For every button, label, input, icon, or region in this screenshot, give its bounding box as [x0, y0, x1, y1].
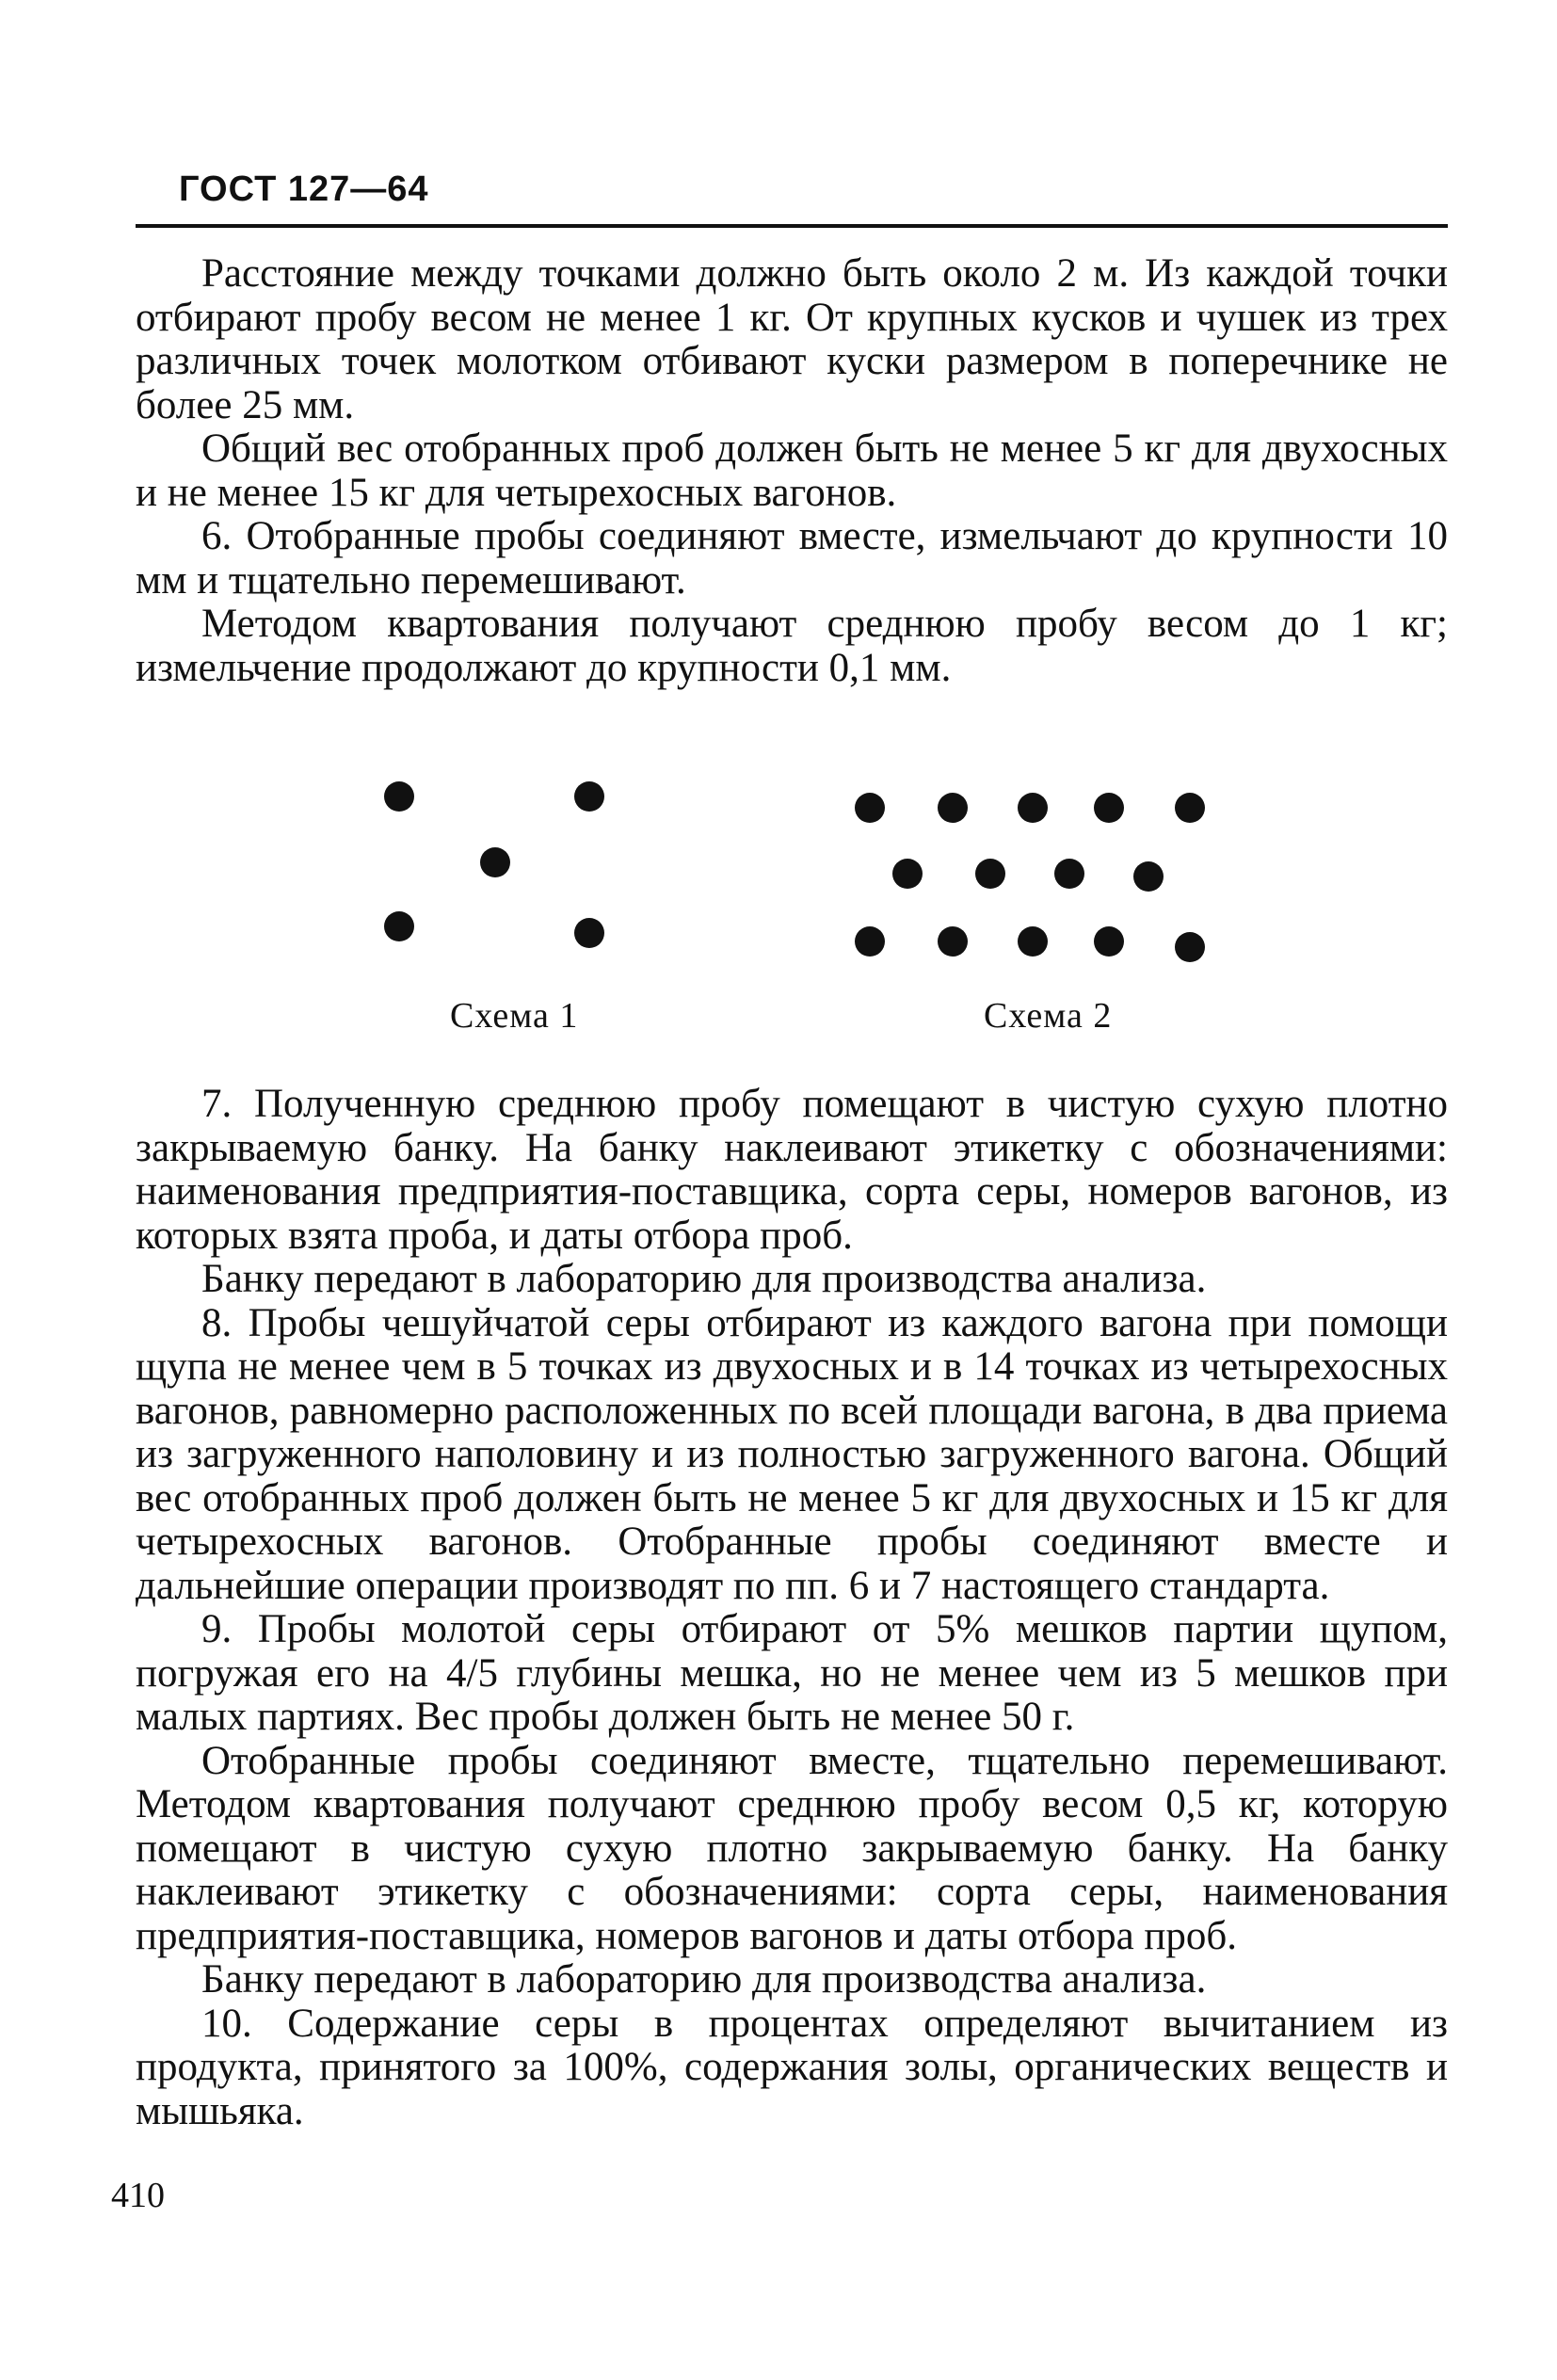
scheme2-caption: Схема 2	[984, 996, 1113, 1036]
sample-point-dot	[574, 918, 604, 948]
sample-point-dot	[938, 793, 968, 823]
sample-point-dot	[1175, 932, 1205, 962]
paragraph: 10. Содержание серы в процентах определяют вычитанием из продукта, принятого за 100%, содержания золы, органических веществ и мышьяка.	[136, 2001, 1448, 2133]
sample-point-dot	[938, 926, 968, 957]
sample-point-dot	[1175, 793, 1205, 823]
paragraph: Расстояние между точками должно быть около 2 м. Из каждой точки отбирают пробу весом не менее 1 кг. От крупных кусков и чушек из трех различных точек молотком отбивают куски размером в поперечнике не более 25 мм.	[136, 251, 1448, 427]
sample-point-dot	[384, 911, 414, 941]
sample-point-dot	[1018, 926, 1048, 957]
paragraph: 6. Отобранные пробы соединяют вместе, измельчают до крупности 10 мм и тщательно перемешивают.	[136, 514, 1448, 603]
paragraph: 9. Пробы молотой серы отбирают от 5% мешков партии щупом, погружая его на 4/5 глубины мешка, но не менее чем из 5 мешков при малых партиях. Вес пробы должен быть не менее 50 г.	[136, 1607, 1448, 1739]
text-block-bottom	[136, 1083, 1448, 2133]
sample-point-dot	[1133, 861, 1164, 892]
sample-point-dot	[574, 781, 604, 812]
page-number: 410	[111, 2176, 165, 2215]
sample-point-dot	[855, 926, 885, 957]
scheme1-caption: Схема 1	[450, 996, 579, 1036]
paragraph: 7. Полученную среднюю пробу помещают в чистую сухую плотно закрываемую банку. На банку наклеивают этикетку с обозначениями: наименования предприятия-поставщика, сорта серы, номеров вагонов, из которых взята проба, и даты отбора проб.	[136, 1082, 1448, 1258]
paragraph: Отобранные пробы соединяют вместе, тщательно перемешивают. Методом квартования получают среднюю пробу весом 0,5 кг, которую помещают в чистую сухую плотно закрываемую банку. На банку наклеивают этикетку с обозначениями: сорта серы, наименования предприятия-поставщика, номеров вагонов и даты отбора проб.	[136, 1738, 1448, 1958]
sample-point-dot	[1094, 793, 1124, 823]
sample-point-dot	[1094, 926, 1124, 957]
paragraph: Общий вес отобранных проб должен быть не менее 5 кг для двухосных и не менее 15 кг для четырехосных вагонов.	[136, 426, 1448, 515]
paragraph: Методом квартования получают среднюю пробу весом до 1 кг; измельчение продолжают до крупности 0,1 мм.	[136, 602, 1448, 690]
sample-point-dot	[480, 847, 510, 877]
header-rule	[136, 224, 1448, 228]
sample-point-dot	[855, 793, 885, 823]
sample-point-dot	[1018, 793, 1048, 823]
sample-point-dot	[384, 781, 414, 812]
paragraph: Банку передают в лабораторию для производства анализа.	[201, 1257, 1207, 1301]
document-header: ГОСТ 127—64	[179, 169, 429, 209]
sampling-schemes-figure	[0, 753, 1557, 1054]
sample-point-dot	[1054, 859, 1084, 889]
sample-point-dot	[892, 859, 923, 889]
paragraph: Банку передают в лабораторию для производства анализа.	[201, 1957, 1207, 2002]
paragraph: 8. Пробы чешуйчатой серы отбирают из каждого вагона при помощи щупа не менее чем в 5 точках из двухосных и в 14 точках из четырехосных вагонов, равномерно расположенных по всей площади вагона, в два приема из загруженного наполовину и из полностью загруженного вагона. Общий вес отобранных проб должен быть не менее 5 кг для двухосных и 15 кг для четырехосных вагонов. Отобранные пробы соединяют вместе и дальнейшие операции производят по пп. 6 и 7 настоящего стандарта.	[136, 1300, 1448, 1608]
text-block-top	[136, 252, 1448, 690]
sample-point-dot	[975, 859, 1005, 889]
